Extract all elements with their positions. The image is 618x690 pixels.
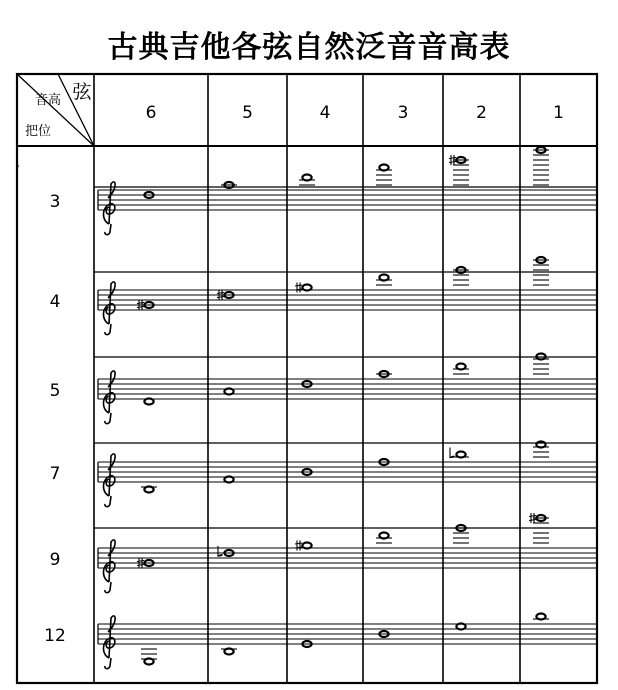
- corner-string-label: 弦: [72, 81, 92, 103]
- string-number-3: 3: [397, 103, 409, 123]
- position-5: 5: [49, 381, 61, 401]
- position-9: 9: [49, 550, 61, 570]
- string-number-2: 2: [476, 103, 487, 123]
- position-4: 4: [49, 292, 61, 312]
- harmonic-note: [144, 399, 153, 405]
- harmonic-note: [224, 389, 233, 395]
- harmonic-note: [302, 543, 311, 549]
- table-row: [50, 442, 597, 507]
- table-row: [44, 614, 597, 669]
- harmonic-note: [144, 487, 153, 493]
- harmonic-note: [456, 364, 465, 370]
- table-row: [50, 513, 597, 593]
- sharp-sign: [295, 283, 302, 293]
- harmonic-note: [379, 275, 388, 281]
- corner-pitch-label: 音高: [34, 93, 62, 108]
- string-number-5: 5: [242, 103, 253, 123]
- string-number-6: 6: [145, 103, 157, 123]
- harmonic-note: [224, 649, 233, 655]
- table-body: [44, 147, 597, 669]
- page-title: 古典吉他各弦自然泛音音高表: [107, 30, 511, 65]
- table-row: [50, 257, 597, 335]
- harmonic-note: [302, 175, 311, 181]
- table-header: [17, 74, 564, 146]
- table-row: [50, 147, 597, 235]
- harmonic-note: [456, 452, 465, 458]
- harmonic-note: [224, 477, 233, 483]
- harmonic-note: [379, 165, 388, 171]
- table-row: [50, 354, 597, 424]
- sharp-sign: [295, 541, 302, 551]
- harmonic-note: [379, 533, 388, 539]
- harmonic-note: [536, 442, 545, 448]
- position-3: 3: [49, 192, 61, 212]
- harmonic-note: [456, 624, 465, 630]
- corner-position-label: 把位: [24, 124, 52, 139]
- harmonic-note: [536, 614, 545, 620]
- harmonic-note: [144, 659, 153, 665]
- position-12: 12: [44, 626, 66, 646]
- position-7: 7: [49, 464, 61, 484]
- harmonic-note: [302, 285, 311, 291]
- string-number-1: 1: [553, 103, 564, 123]
- flat-sign: [450, 448, 454, 458]
- string-number-4: 4: [319, 103, 331, 123]
